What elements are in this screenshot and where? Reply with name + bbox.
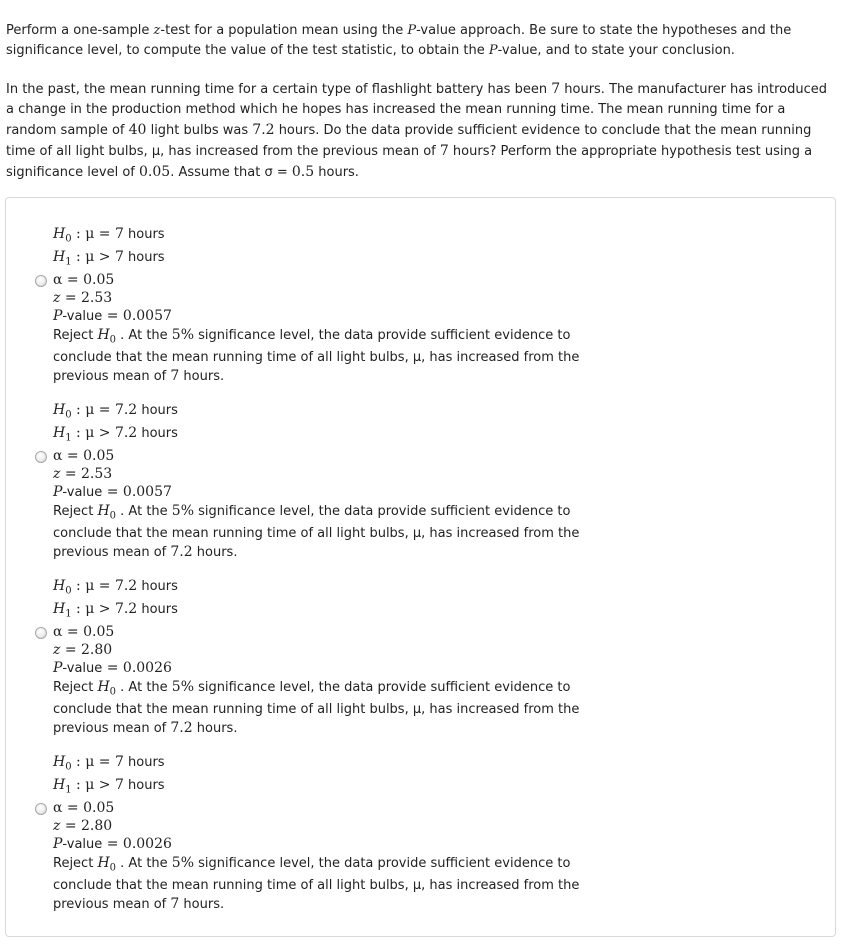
significance-percent: 5% — [171, 679, 195, 695]
conclusion-text: . At the — [116, 680, 172, 695]
p-label: P — [53, 308, 63, 324]
p-value: 0.0057 — [122, 308, 172, 324]
problem-value-alpha: 0.05 — [139, 164, 171, 180]
conclusion-line-3 — [53, 896, 224, 912]
h-symbol: H — [53, 754, 66, 770]
problem-text-3: light bulbs was — [146, 123, 253, 138]
h0-subscript: 0 — [65, 761, 72, 773]
conclusion-prev-value: 7.2 — [170, 720, 193, 736]
conclusion-text: . At the — [116, 328, 172, 343]
test-statistic — [53, 466, 112, 482]
problem-text-1: In the past, the mean running time for a certain type of flashlight battery has been — [6, 82, 552, 97]
null-hypothesis — [53, 226, 165, 245]
null-hypothesis — [53, 402, 178, 421]
h1-value: 7 — [114, 249, 124, 265]
conclusion-end-text: hours. — [192, 545, 238, 560]
p-value-line — [53, 308, 172, 324]
h-symbol: H — [53, 249, 66, 265]
p-suffix: -value — [62, 837, 103, 852]
h0-relation: : μ = — [71, 226, 115, 242]
problem-value-previous-mean: 7 — [439, 143, 449, 159]
reject-word: Reject — [53, 856, 98, 871]
h1-subscript: 1 — [65, 784, 72, 796]
conclusion-prev-value: 7.2 — [170, 544, 193, 560]
h0-subscript: 0 — [109, 510, 117, 522]
p-suffix: -value — [62, 661, 103, 676]
h1-subscript: 1 — [65, 608, 72, 620]
h0-unit: hours — [123, 755, 165, 770]
null-hypothesis — [53, 754, 165, 773]
h0-relation: : μ = — [71, 754, 115, 770]
conclusion-text-end: significance level, the data provide sufficient evidence to — [194, 328, 571, 343]
answer-radio[interactable] — [35, 803, 47, 815]
significance-level: α = 0.05 — [53, 448, 115, 464]
h0-subscript: 0 — [109, 686, 117, 698]
p-value: 0.0026 — [122, 836, 172, 852]
significance-percent: 5% — [171, 503, 195, 519]
h-symbol: H — [53, 601, 66, 617]
p-equals: = — [102, 484, 123, 500]
answer-option-3[interactable] — [6, 552, 836, 736]
h0-unit: hours — [137, 579, 178, 594]
z-label: z = — [53, 818, 82, 834]
conclusion-prev-text: previous mean of — [53, 721, 171, 736]
h0-subscript: 0 — [65, 233, 72, 245]
answer-radio[interactable] — [35, 627, 47, 639]
h0-subscript: 0 — [65, 585, 72, 597]
h1-subscript: 1 — [65, 432, 72, 444]
h-symbol: H — [53, 425, 66, 441]
z-label: z = — [53, 290, 82, 306]
h-symbol: H — [53, 402, 66, 418]
z-symbol: z — [153, 23, 161, 38]
p-value-line — [53, 660, 172, 676]
p-value-line — [53, 836, 172, 852]
conclusion-text-end: significance level, the data provide sufficient evidence to — [194, 856, 571, 871]
test-statistic — [53, 818, 112, 834]
significance-level: α = 0.05 — [53, 624, 115, 640]
problem-value-sample-mean: 7.2 — [252, 122, 275, 138]
p-symbol: P — [488, 43, 498, 58]
h0-unit: hours — [137, 403, 178, 418]
z-value: 2.80 — [81, 642, 113, 658]
instr-text-2: -test for a population mean using the — [160, 23, 408, 38]
p-equals: = — [102, 660, 123, 676]
significance-level: α = 0.05 — [53, 272, 115, 288]
reject-word: Reject — [53, 504, 98, 519]
significance-level: α = 0.05 — [53, 800, 115, 816]
h1-unit: hours — [137, 426, 178, 441]
p-value: 0.0057 — [122, 484, 172, 500]
conclusion-text: . At the — [116, 856, 172, 871]
p-symbol: P — [407, 23, 417, 38]
problem-text-2: hours. The manufacturer has introduced a change in the production method which he hopes has increased the mean running time. The mean running time for a random sample of — [6, 82, 828, 138]
answer-radio[interactable] — [35, 451, 47, 463]
h-symbol: H — [53, 777, 66, 793]
alternative-hypothesis — [53, 601, 178, 620]
z-label: z = — [53, 466, 82, 482]
conclusion-prev-text: previous mean of — [53, 897, 171, 912]
test-statistic — [53, 290, 112, 306]
h1-unit: hours — [137, 602, 178, 617]
z-value: 2.80 — [81, 818, 113, 834]
significance-percent: 5% — [171, 855, 195, 871]
problem-text — [6, 79, 836, 183]
h1-relation: : μ > — [71, 425, 115, 441]
conclusion-end-text: hours. — [179, 369, 225, 384]
h-symbol: H — [53, 578, 66, 594]
test-statistic — [53, 642, 112, 658]
conclusion-prev-text: previous mean of — [53, 369, 171, 384]
z-label: z = — [53, 642, 82, 658]
null-hypothesis — [53, 578, 178, 597]
reject-word: Reject — [53, 680, 98, 695]
instructions-text — [6, 21, 836, 61]
conclusion-text-end: significance level, the data provide sufficient evidence to — [194, 504, 571, 519]
conclusion-line-1 — [53, 855, 570, 874]
p-value: 0.0026 — [122, 660, 172, 676]
conclusion-prev-text: previous mean of — [53, 545, 171, 560]
h0-value: 7.2 — [114, 578, 138, 594]
h1-relation: : μ > — [71, 249, 115, 265]
h1-unit: hours — [123, 778, 165, 793]
alternative-hypothesis — [53, 249, 165, 268]
p-value-line — [53, 484, 172, 500]
problem-value-sigma: 0.5 — [291, 164, 315, 180]
h0-relation: : μ = — [71, 402, 115, 418]
conclusion-text: . At the — [116, 504, 172, 519]
h-symbol: H — [97, 855, 110, 871]
answer-choices-panel — [5, 197, 836, 937]
conclusion-line-1 — [53, 327, 570, 346]
conclusion-text-end: significance level, the data provide sufficient evidence to — [194, 680, 571, 695]
h0-subscript: 0 — [109, 862, 117, 874]
p-equals: = — [102, 836, 123, 852]
answer-option-4[interactable] — [6, 728, 836, 912]
significance-percent: 5% — [171, 327, 195, 343]
alternative-hypothesis — [53, 777, 165, 796]
z-value: 2.53 — [81, 466, 113, 482]
h0-subscript: 0 — [109, 334, 117, 346]
h-symbol: H — [97, 327, 110, 343]
h-symbol: H — [97, 503, 110, 519]
h1-relation: : μ > — [71, 601, 115, 617]
problem-text-7: hours. — [314, 165, 359, 180]
answer-option-2[interactable] — [6, 376, 836, 560]
p-suffix: -value — [62, 309, 103, 324]
conclusion-prev-value: 7 — [170, 896, 180, 912]
reject-word: Reject — [53, 328, 98, 343]
p-equals: = — [102, 308, 123, 324]
z-value: 2.53 — [81, 290, 113, 306]
conclusion-line-2: conclude that the mean running time of all light bulbs, μ, has increased from the — [53, 702, 580, 717]
h1-value: 7 — [114, 777, 124, 793]
alternative-hypothesis — [53, 425, 178, 444]
p-label: P — [53, 660, 63, 676]
answer-radio[interactable] — [35, 275, 47, 287]
h0-value: 7.2 — [114, 402, 138, 418]
h0-unit: hours — [123, 227, 165, 242]
conclusion-line-2: conclude that the mean running time of all light bulbs, μ, has increased from the — [53, 526, 580, 541]
conclusion-end-text: hours. — [179, 897, 225, 912]
h0-relation: : μ = — [71, 578, 115, 594]
h0-value: 7 — [114, 226, 124, 242]
problem-text-5: hours? Perform the appropriate hypothesis test using a significance level of — [6, 144, 813, 180]
conclusion-line-2: conclude that the mean running time of all light bulbs, μ, has increased from the — [53, 350, 580, 365]
h1-relation: : μ > — [71, 777, 115, 793]
conclusion-line-1 — [53, 679, 570, 698]
conclusion-line-1 — [53, 503, 570, 522]
problem-value-sample-size: 40 — [128, 122, 147, 138]
h-symbol: H — [97, 679, 110, 695]
conclusion-end-text: hours. — [192, 721, 238, 736]
h1-value: 7.2 — [114, 601, 138, 617]
conclusion-prev-value: 7 — [170, 368, 180, 384]
h0-subscript: 0 — [65, 409, 72, 421]
instr-text-3: -value approach. Be sure to state the hypotheses and the significance level, to compute the value of the test statistic, to obtain the — [6, 23, 792, 58]
problem-value-mean: 7 — [551, 81, 561, 97]
h0-value: 7 — [114, 754, 124, 770]
h1-unit: hours — [123, 250, 165, 265]
instr-text-1: Perform a one-sample — [6, 23, 154, 38]
answer-option-1[interactable] — [6, 200, 836, 384]
h1-subscript: 1 — [65, 256, 72, 268]
h1-value: 7.2 — [114, 425, 138, 441]
instr-text-4: -value, and to state your conclusion. — [497, 43, 735, 58]
p-label: P — [53, 836, 63, 852]
p-label: P — [53, 484, 63, 500]
h-symbol: H — [53, 226, 66, 242]
problem-text-6: . Assume that σ = — [170, 165, 292, 180]
p-suffix: -value — [62, 485, 103, 500]
problem-text-4: hours. Do the data provide sufficient evidence to conclude that the mean running time of all light bulbs, μ, has increased from the previous mean of — [6, 123, 812, 159]
conclusion-line-2: conclude that the mean running time of all light bulbs, μ, has increased from the — [53, 878, 580, 893]
